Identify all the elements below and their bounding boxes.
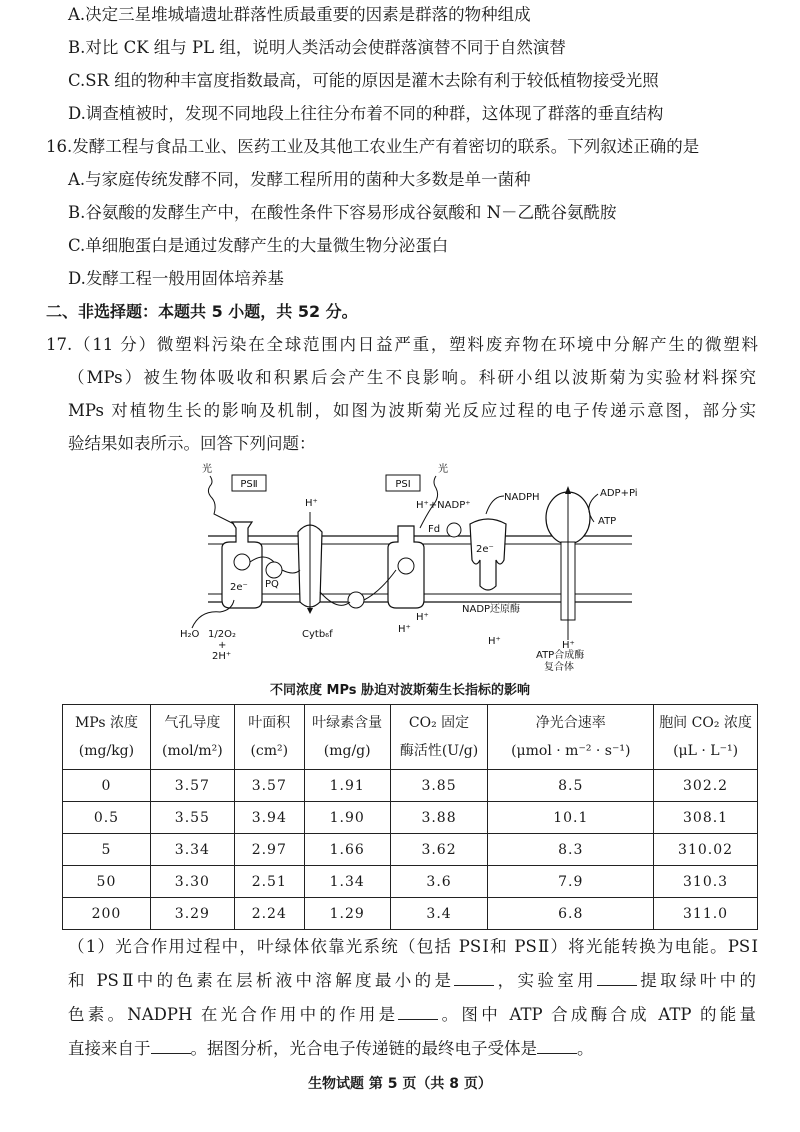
electron-transport-diagram	[170, 462, 670, 672]
table-cell: 5	[63, 834, 151, 866]
header-leaf-area: 叶面积 (cm²)	[234, 705, 304, 770]
e-ps2-label: 2e⁻	[230, 582, 248, 593]
table-cell: 2.97	[234, 834, 304, 866]
q16-option-b: B.谷氨酸的发酵生产中，在酸性条件下容易形成谷氨酸和 N－乙酰谷氨酰胺	[68, 203, 617, 222]
table-row	[63, 770, 758, 802]
light-1-arrow	[208, 476, 234, 524]
table-cell: 310.3	[654, 866, 758, 898]
e-nadp-label: 2e⁻	[476, 544, 494, 555]
table-cell: 3.4	[390, 898, 488, 930]
q15-option-a: A.决定三星堆城墙遗址群落性质最重要的因素是群落的物种组成	[68, 5, 531, 24]
table-cell: 1.29	[304, 898, 390, 930]
answer-blank-3[interactable]	[398, 1004, 438, 1020]
table-cell: 308.1	[654, 802, 758, 834]
header-intercellular-co2: 胞间 CO₂ 浓度 (μL · L⁻¹)	[654, 705, 758, 770]
pq-label: PQ	[265, 579, 279, 590]
atp-synthase-label-1: ATP合成酶	[536, 650, 585, 661]
table-cell: 3.6	[390, 866, 488, 898]
q16-stem: 16.发酵工程与食品工业、医药工业及其他工农业生产有着密切的联系。下列叙述正确的是	[46, 137, 700, 156]
answer-blank-2[interactable]	[597, 970, 637, 986]
mps-effect-table	[62, 704, 758, 930]
table-row	[63, 834, 758, 866]
answer-blank-4[interactable]	[151, 1038, 191, 1054]
h-bottom-3: H⁺	[488, 636, 501, 647]
q17-sub1-line-4: 直接来自于 。据图分析，光合电子传递链的最终电子受体是 。	[68, 1039, 594, 1058]
fd-label: Fd	[428, 524, 441, 535]
pc-circle	[348, 592, 364, 608]
answer-blank-1[interactable]	[454, 970, 494, 986]
header-co2-enzyme: CO₂ 固定 酶活性(U/g)	[390, 705, 488, 770]
header-stomatal: 气孔导度 (mol/m²)	[150, 705, 234, 770]
e-transfer-2	[282, 570, 300, 573]
half-o2-label: 1/2O₂	[208, 629, 236, 640]
table-cell: 2.51	[234, 866, 304, 898]
q16-option-d: D.发酵工程一般用固体培养基	[68, 269, 284, 288]
q17-sub1-line-2: 和 PSⅡ中的色素在层析液中溶解度最小的是 ，实验室用 提取绿叶中的	[68, 971, 757, 990]
table-cell: 2.24	[234, 898, 304, 930]
table-cell: 3.62	[390, 834, 488, 866]
atp-label: ATP	[598, 516, 617, 527]
table-cell: 1.66	[304, 834, 390, 866]
light-2-label: 光	[438, 464, 448, 475]
table-cell: 200	[63, 898, 151, 930]
pq-circle	[266, 562, 282, 578]
adp-pi-label: ADP+Pi	[600, 488, 638, 499]
table-cell: 302.2	[654, 770, 758, 802]
table-cell: 3.30	[150, 866, 234, 898]
two-h-label: 2H⁺	[212, 651, 232, 662]
q15-option-d: D.调查植被时，发现不同地段上往往分布着不同的种群，这体现了群落的垂直结构	[68, 104, 664, 123]
plus-label: +	[218, 640, 227, 651]
table-cell: 3.94	[234, 802, 304, 834]
light-1-label: 光	[202, 464, 212, 475]
q17-intro-line-3: MPs 对植物生长的影响及机制，如图为波斯菊光反应过程的电子传递示意图，部分实	[68, 401, 756, 420]
header-mps: MPs 浓度 (mg/kg)	[63, 705, 151, 770]
table-cell: 8.5	[488, 770, 654, 802]
q15-option-b: B.对比 CK 组与 PL 组，说明人类活动会使群落演替不同于自然演替	[68, 38, 566, 57]
table-row	[63, 866, 758, 898]
header-chlorophyll: 叶绿素含量 (mg/g)	[304, 705, 390, 770]
table-cell: 1.34	[304, 866, 390, 898]
q17-intro-line-1: 17.（11 分）微塑料污染在全球范围内日益严重，塑料废弃物在环境中分解产生的微塑料	[46, 335, 758, 354]
fd-circle	[447, 523, 461, 537]
table-cell: 8.3	[488, 834, 654, 866]
cyt-label: Cytb₆f	[302, 629, 333, 640]
answer-blank-5[interactable]	[537, 1038, 577, 1054]
q16-option-a: A.与家庭传统发酵不同，发酵工程所用的菌种大多数是单一菌种	[68, 170, 531, 189]
table-cell: 3.57	[234, 770, 304, 802]
ps1-center-circle	[398, 558, 414, 574]
table-row	[63, 802, 758, 834]
table-cell: 0	[63, 770, 151, 802]
table-cell: 3.85	[390, 770, 488, 802]
table-cell: 311.0	[654, 898, 758, 930]
q17-intro-line-4: 验结果如表所示。回答下列问题：	[68, 434, 316, 453]
h2o-label: H₂O	[180, 629, 200, 640]
atp-synthase-label-2: 复合体	[544, 662, 574, 672]
table-cell: 3.88	[390, 802, 488, 834]
table-header-row	[63, 705, 758, 770]
table-cell: 1.90	[304, 802, 390, 834]
table-cell: 3.55	[150, 802, 234, 834]
h-nadp-label: H⁺+NADP⁺	[416, 500, 471, 511]
q17-sub1-line-3: 色素。NADPH 在光合作用中的作用是 。图中 ATP 合成酶合成 ATP 的能量	[68, 1005, 756, 1024]
table-caption: 不同浓度 MPs 胁迫对波斯菊生长指标的影响	[269, 683, 531, 698]
ps2-center-circle	[234, 554, 250, 570]
table-cell: 10.1	[488, 802, 654, 834]
h-bottom-1: H⁺	[416, 612, 429, 623]
nadp-enzyme-label: NADP还原酶	[462, 604, 521, 615]
page-footer: 生物试题 第 5 页（共 8 页）	[308, 1076, 492, 1092]
header-net-photosynthesis: 净光合速率 (μmol · m⁻² · s⁻¹)	[488, 705, 654, 770]
table-cell: 0.5	[63, 802, 151, 834]
nadph-arrow	[486, 496, 504, 514]
table-cell: 3.29	[150, 898, 234, 930]
ps2-label: PSⅡ	[240, 479, 258, 490]
table-row	[63, 898, 758, 930]
h-bottom-2: H⁺	[398, 624, 411, 635]
q16-option-c: C.单细胞蛋白是通过发酵产生的大量微生物分泌蛋白	[68, 236, 449, 255]
section-heading: 二、非选择题：本题共 5 小题，共 52 分。	[46, 302, 358, 321]
table-cell: 7.9	[488, 866, 654, 898]
h-atp-label: H⁺	[562, 640, 575, 651]
nadph-label: NADPH	[504, 492, 540, 503]
q15-option-c: C.SR 组的物种丰富度指数最高，可能的原因是灌木去除有利于较低植物接受光照	[68, 71, 659, 90]
q17-sub1-line-1: （1）光合作用过程中，叶绿体依靠光系统（包括 PSⅠ和 PSⅡ）将光能转换为电能。PSⅠ	[68, 937, 758, 956]
table-cell: 3.57	[150, 770, 234, 802]
table-cell: 50	[63, 866, 151, 898]
table-cell: 1.91	[304, 770, 390, 802]
q17-intro-line-2: （MPs）被生物体吸收和积累后会产生不良影响。科研小组以波斯菊为实验材料探究	[68, 368, 756, 387]
table-cell: 6.8	[488, 898, 654, 930]
h-top-label: H⁺	[305, 498, 318, 509]
table-cell: 310.02	[654, 834, 758, 866]
table-cell: 3.34	[150, 834, 234, 866]
ps1-label: PSⅠ	[395, 479, 411, 490]
